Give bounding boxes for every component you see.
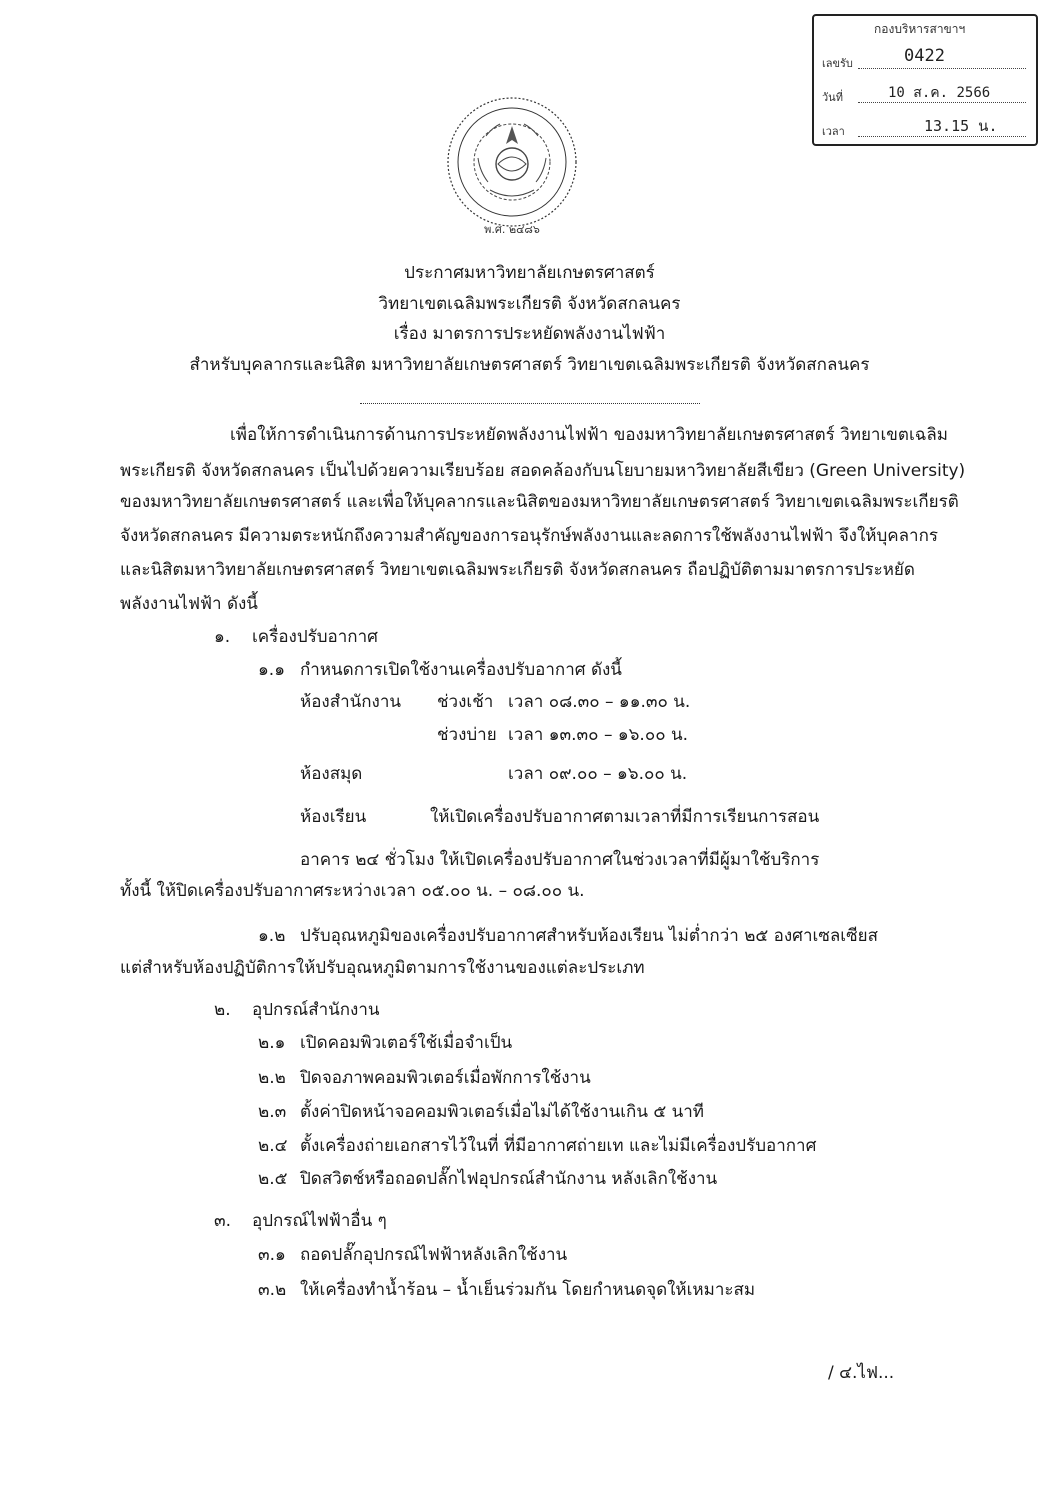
list-item-number: ๓.๑ <box>258 1245 286 1265</box>
intro-line: ของมหาวิทยาลัยเกษตรศาสตร์ และเพื่อให้บุคลากรและนิสิตของมหาวิทยาลัยเกษตรศาสตร์ วิทยาเขตเฉลิมพระเกียรติ <box>120 492 959 512</box>
stamp-no-value: 0422 <box>904 46 945 66</box>
intro-line: พระเกียรติ จังหวัดสกลนคร เป็นไปด้วยความเรียบร้อย สอดคล้องกับนโยบายมหาวิทยาลัยสีเขียว (Green University) <box>120 461 966 481</box>
section-1-1-text: กำหนดการเปิดใช้งานเครื่องปรับอากาศ ดังนี้ <box>300 660 622 680</box>
list-item: ปิดสวิตช์หรือถอดปลั๊กไฟอุปกรณ์สำนักงาน หลังเลิกใช้งาน <box>300 1169 718 1189</box>
list-item: ให้เครื่องทำน้ำร้อน – น้ำเย็นร่วมกัน โดยกำหนดจุดให้เหมาะสม <box>300 1280 756 1300</box>
intro-line: เพื่อให้การดำเนินการด้านการประหยัดพลังงานไฟฟ้า ของมหาวิทยาลัยเกษตรศาสตร์ วิทยาเขตเฉลิม <box>230 425 948 445</box>
section-1-2-text: ปรับอุณหภูมิของเครื่องปรับอากาศสำหรับห้องเรียน ไม่ต่ำกว่า ๒๕ องศาเซลเซียส <box>300 926 878 946</box>
section-2-number: ๒. <box>214 1000 231 1020</box>
stamp-time-value: 13.15 น. <box>924 117 998 135</box>
building-24h-line: อาคาร ๒๔ ชั่วโมง ให้เปิดเครื่องปรับอากาศในช่วงเวลาที่มีผู้มาใช้บริการ <box>300 850 820 870</box>
afternoon-time: เวลา ๑๓.๓๐ – ๑๖.๐๐ น. <box>508 725 689 745</box>
list-item-number: ๒.๑ <box>258 1033 286 1053</box>
section-1-title: เครื่องปรับอากาศ <box>252 627 378 647</box>
intro-line: พลังงานไฟฟ้า ดังนี้ <box>120 594 258 614</box>
list-item-number: ๒.๕ <box>258 1169 288 1189</box>
building-24h-line: ทั้งนี้ ให้ปิดเครื่องปรับอากาศระหว่างเวลา ๐๕.๐๐ น. – ๐๘.๐๐ น. <box>120 881 585 901</box>
header-line-3: เรื่อง มาตรการประหยัดพลังงานไฟฟ้า <box>393 324 666 344</box>
receipt-stamp <box>812 14 1038 146</box>
list-item: ถอดปลั๊กอุปกรณ์ไฟฟ้าหลังเลิกใช้งาน <box>300 1245 568 1265</box>
list-item-number: ๒.๔ <box>258 1136 288 1156</box>
afternoon-label: ช่วงบ่าย <box>437 725 497 745</box>
stamp-no-label: เลขรับ <box>822 57 853 70</box>
header-divider <box>360 403 700 404</box>
section-1-1-number: ๑.๑ <box>258 660 285 680</box>
classroom-text: ให้เปิดเครื่องปรับอากาศตามเวลาที่มีการเรียนการสอน <box>430 807 820 827</box>
morning-time: เวลา ๐๘.๓๐ – ๑๑.๓๐ น. <box>508 692 691 712</box>
section-2-title: อุปกรณ์สำนักงาน <box>252 1000 380 1020</box>
list-item: ตั้งค่าปิดหน้าจอคอมพิวเตอร์เมื่อไม่ได้ใช้งานเกิน ๕ นาที <box>300 1102 705 1122</box>
continuation-marker: / ๔.ไฟ... <box>828 1363 895 1383</box>
stamp-office: กองบริหารสาขาฯ <box>874 22 966 36</box>
list-item-number: ๒.๒ <box>258 1068 286 1088</box>
list-item: ปิดจอภาพคอมพิวเตอร์เมื่อพักการใช้งาน <box>300 1068 591 1088</box>
section-3-title: อุปกรณ์ไฟฟ้าอื่น ๆ <box>252 1211 387 1231</box>
library-label: ห้องสมุด <box>300 764 363 784</box>
office-room-label: ห้องสำนักงาน <box>300 692 402 712</box>
list-item-number: ๓.๒ <box>258 1280 287 1300</box>
list-item-number: ๒.๓ <box>258 1102 287 1122</box>
seal-caption: พ.ศ. ๒๔๘๖ <box>484 223 540 236</box>
classroom-label: ห้องเรียน <box>300 807 367 827</box>
list-item: ตั้งเครื่องถ่ายเอกสารไว้ในที่ ที่มีอากาศถ่ายเท และไม่มีเครื่องปรับอากาศ <box>300 1136 817 1156</box>
stamp-date-label: วันที่ <box>822 91 843 104</box>
morning-label: ช่วงเช้า <box>437 692 494 712</box>
header-line-1: ประกาศมหาวิทยาลัยเกษตรศาสตร์ <box>404 263 655 283</box>
stamp-time-label: เวลา <box>822 125 845 138</box>
section-1-2-text: แต่สำหรับห้องปฏิบัติการให้ปรับอุณหภูมิตามการใช้งานของแต่ละประเภท <box>120 958 645 978</box>
intro-line: จังหวัดสกลนคร มีความตระหนักถึงความสำคัญของการอนุรักษ์พลังงานและลดการใช้พลังงานไฟฟ้า จึงให้บุคลากร <box>120 526 939 546</box>
stamp-date-value: 10 ส.ค. 2566 <box>888 85 991 101</box>
section-1-2-number: ๑.๒ <box>258 926 286 946</box>
section-3-number: ๓. <box>214 1211 232 1231</box>
section-1-number: ๑. <box>214 627 231 647</box>
header-line-4: สำหรับบุคลากรและนิสิต มหาวิทยาลัยเกษตรศาสตร์ วิทยาเขตเฉลิมพระเกียรติ จังหวัดสกลนคร <box>189 355 870 375</box>
header-line-2: วิทยาเขตเฉลิมพระเกียรติ จังหวัดสกลนคร <box>378 294 681 314</box>
intro-line: และนิสิตมหาวิทยาลัยเกษตรศาสตร์ วิทยาเขตเฉลิมพระเกียรติ จังหวัดสกลนคร ถือปฏิบัติตามมาตรการประหยัด <box>120 560 915 580</box>
list-item: เปิดคอมพิวเตอร์ใช้เมื่อจำเป็น <box>300 1033 513 1053</box>
library-time: เวลา ๐๙.๐๐ – ๑๖.๐๐ น. <box>508 764 688 784</box>
